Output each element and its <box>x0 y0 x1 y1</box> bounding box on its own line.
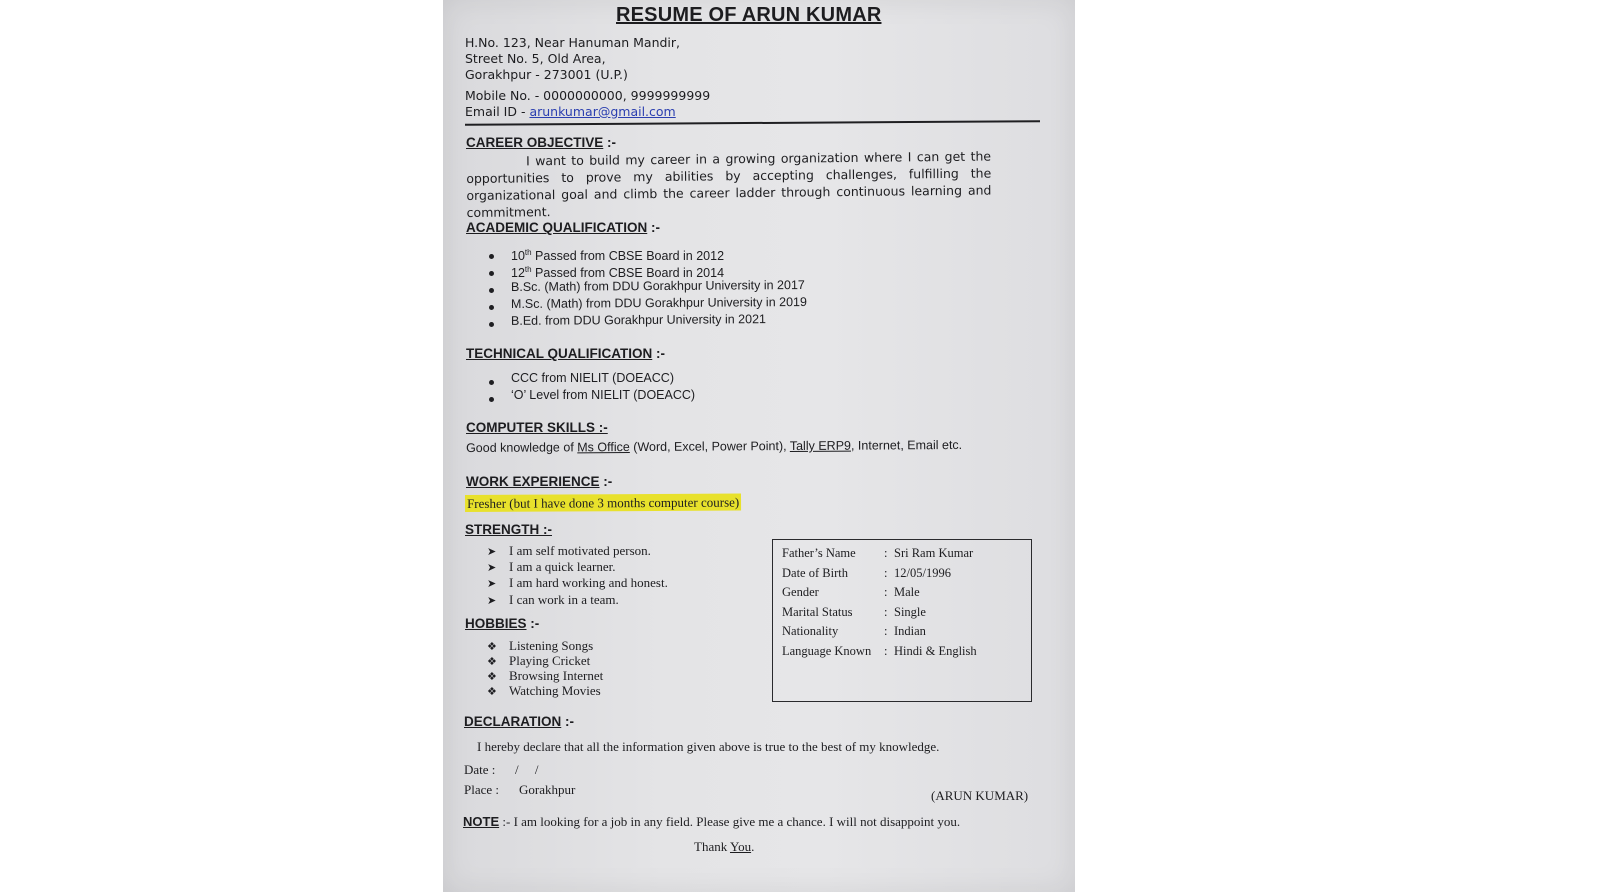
personal-value: 12/05/1996 <box>894 566 951 580</box>
strength-item: I can work in a team. <box>509 592 619 607</box>
hobby-item: Playing Cricket <box>509 653 591 668</box>
email-label: Email ID - <box>465 104 530 119</box>
declaration-text: I hereby declare that all the information given above is true to the best of my knowledge. <box>477 739 940 754</box>
arrow-bullet-icon: ➤ <box>487 578 497 590</box>
personal-colon: : <box>884 546 888 560</box>
career-objective-text: I want to build my career in a growing organization where I can get the opportunities to prove my abilities by accepting challenges, fulfilling the organizational goal and climb the career ladder through continuous learning and commitment. <box>466 148 992 220</box>
personal-value: Sri Ram Kumar <box>894 546 974 560</box>
email-line <box>465 104 676 120</box>
diamond-bullet-icon: ❖ <box>487 656 497 668</box>
technical-item: ‘O’ Level from NIELIT (DOEACC) <box>511 388 696 402</box>
personal-colon: : <box>884 585 888 599</box>
academic-item: 12th Passed from CBSE Board in 2014 <box>511 265 725 281</box>
academic-item: 10th Passed from CBSE Board in 2012 <box>511 248 725 264</box>
arrow-bullet-icon: ➤ <box>487 546 497 558</box>
personal-value: Single <box>894 605 926 619</box>
diamond-bullet-icon: ❖ <box>487 641 497 653</box>
resume-page <box>443 0 1075 892</box>
hobby-item: Listening Songs <box>509 638 594 653</box>
note-line: NOTE :- I am looking for a job in any field. Please give me a chance. I will not disappoint you. <box>463 814 961 829</box>
signature-name: (ARUN KUMAR) <box>931 788 1029 803</box>
declaration-heading: DECLARATION :- <box>464 714 574 729</box>
personal-value: Indian <box>894 624 926 638</box>
hobbies-heading: HOBBIES :- <box>465 616 540 631</box>
personal-value: Hindi & English <box>894 644 977 658</box>
strength-item: I am a quick learner. <box>509 559 616 574</box>
place-label: Place : <box>464 782 500 797</box>
thank-you: Thank You. <box>694 839 755 854</box>
personal-colon: : <box>884 624 888 638</box>
header-divider <box>465 120 1040 126</box>
bullet-dot <box>489 322 494 327</box>
resume-title: RESUME OF ARUN KUMAR <box>616 4 882 26</box>
address-line-1: H.No. 123, Near Hanuman Mandir, <box>465 35 681 50</box>
place-value: Gorakhpur <box>519 782 576 797</box>
bullet-dot <box>489 397 494 402</box>
email-link[interactable]: arunkumar@gmail.com <box>529 104 676 119</box>
bullet-dot <box>489 288 494 293</box>
hobby-item: Watching Movies <box>509 683 601 698</box>
mobile-number: Mobile No. - 0000000000, 9999999999 <box>465 88 711 103</box>
address-line-2: Street No. 5, Old Area, <box>465 51 606 66</box>
personal-value: Male <box>894 585 920 599</box>
personal-label: Date of Birth <box>782 566 848 580</box>
bullet-dot <box>489 271 494 276</box>
academic-qualification-heading: ACADEMIC QUALIFICATION :- <box>466 220 660 235</box>
arrow-bullet-icon: ➤ <box>487 595 497 607</box>
personal-label: Father’s Name <box>782 546 856 560</box>
arrow-bullet-icon: ➤ <box>487 562 497 574</box>
strength-heading: STRENGTH :- <box>465 522 552 537</box>
personal-label: Nationality <box>782 624 839 638</box>
strength-item: I am hard working and honest. <box>509 575 668 590</box>
academic-item: B.Sc. (Math) from DDU Gorakhpur University in 2017 <box>510 277 805 295</box>
work-experience-heading: WORK EXPERIENCE :- <box>466 474 613 489</box>
personal-details-box <box>772 539 1032 702</box>
personal-label: Gender <box>782 585 819 599</box>
personal-label: Language Known <box>782 644 872 658</box>
diamond-bullet-icon: ❖ <box>487 686 497 698</box>
date-label: Date : <box>464 762 496 777</box>
bullet-dot <box>489 305 494 310</box>
work-experience-text: Fresher (but I have done 3 months computer course) <box>465 495 741 512</box>
personal-colon: : <box>884 605 888 619</box>
date-value: / / <box>515 762 539 777</box>
address-line-3: Gorakhpur - 273001 (U.P.) <box>465 67 628 82</box>
strength-item: I am self motivated person. <box>509 543 651 558</box>
computer-skills-text: Good knowledge of Ms Office (Word, Excel, Power Point), Tally ERP9, Internet, Email etc. <box>466 437 963 455</box>
computer-skills-heading: COMPUTER SKILLS :- <box>466 420 608 435</box>
personal-label: Marital Status <box>782 605 853 619</box>
academic-item: B.Ed. from DDU Gorakhpur University in 2021 <box>510 312 767 328</box>
technical-item: CCC from NIELIT (DOEACC) <box>511 371 674 385</box>
hobby-item: Browsing Internet <box>509 668 604 683</box>
academic-item: M.Sc. (Math) from DDU Gorakhpur University in 2019 <box>510 294 807 312</box>
career-objective-heading: CAREER OBJECTIVE :- <box>466 135 617 150</box>
diamond-bullet-icon: ❖ <box>487 671 497 683</box>
personal-colon: : <box>884 566 888 580</box>
personal-colon: : <box>884 644 888 658</box>
bullet-dot <box>489 254 494 259</box>
technical-qualification-heading: TECHNICAL QUALIFICATION :- <box>466 346 665 361</box>
bullet-dot <box>489 380 494 385</box>
